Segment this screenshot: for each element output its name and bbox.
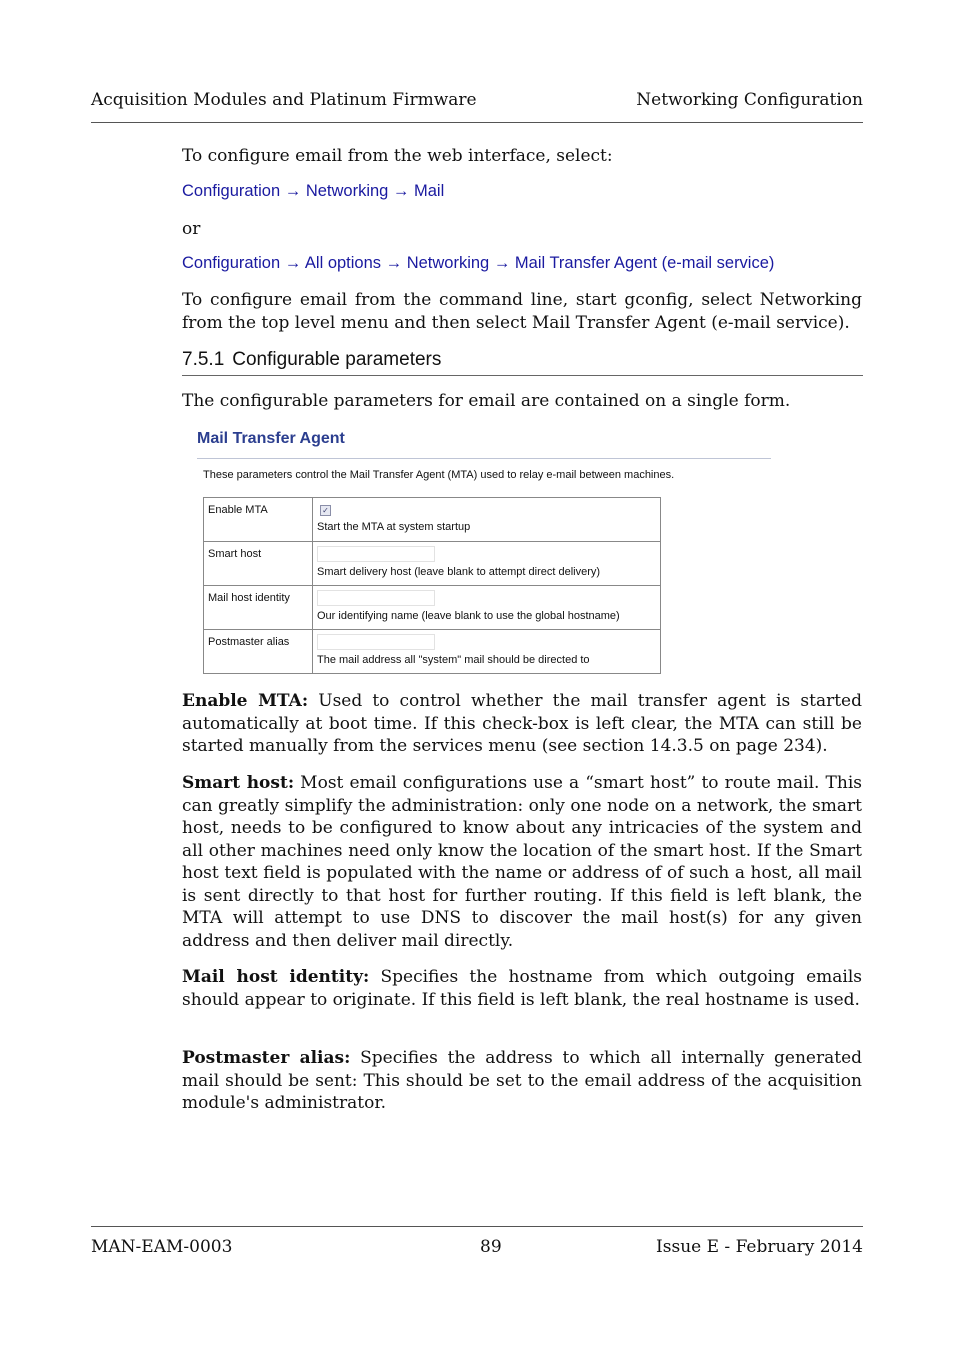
form-title: Mail Transfer Agent <box>197 430 345 447</box>
form-hint: Smart delivery host (leave blank to attempt direct delivery) <box>317 566 601 578</box>
intro-paragraph: To configure email from the web interface, select: <box>182 146 613 166</box>
menu-path-short: Configuration → Networking → Mail <box>182 182 445 200</box>
section-intro: The configurable parameters for email are contained on a single form. <box>182 391 791 411</box>
page-header <box>91 90 863 112</box>
cmdline-paragraph: To configure email from the command line, start gconfig, select Networking from the top level menu and then select Mail Transfer Agent (e-mail service). <box>182 290 862 333</box>
desc-term: Enable MTA: <box>182 691 309 711</box>
mail-host-identity-input[interactable] <box>317 590 435 606</box>
section-title: Configurable parameters <box>232 349 442 370</box>
header-chapter: Networking Configuration <box>636 90 863 110</box>
document-id: MAN-EAM-0003 <box>91 1237 233 1257</box>
desc-term: Mail host identity: <box>182 967 370 987</box>
desc-mail-host-identity <box>182 966 862 1011</box>
form-row-enable-mta <box>204 498 661 542</box>
form-hint: Start the MTA at system startup <box>317 521 471 533</box>
desc-text: Specifies the hostname from which outgoing emails should appear to originate. If this field is left blank, the real hostname is used. <box>182 967 863 1010</box>
form-label: Postmaster alias <box>204 630 313 674</box>
smart-host-input[interactable] <box>317 546 435 562</box>
form-label: Mail host identity <box>204 586 313 630</box>
mta-form-table <box>203 497 661 674</box>
section-heading <box>182 349 863 376</box>
form-description: These parameters control the Mail Transfer Agent (MTA) used to relay e-mail between machines. <box>203 469 675 481</box>
form-label: Smart host <box>204 542 313 586</box>
form-divider <box>197 458 771 459</box>
desc-text: Used to control whether the mail transfer agent is started automatically at boot time. If this check-box is left clear, the MTA can still be started manually from the services menu (see section 14.3.5 on page 234). <box>182 691 862 756</box>
desc-text: Specifies the address to which all internally generated mail should be sent: This should be set to the email address of the acquisition module's administrator. <box>182 1048 863 1113</box>
issue-date: Issue E - February 2014 <box>656 1237 863 1257</box>
desc-enable-mta <box>182 690 862 758</box>
menu-path-long: Configuration → All options → Networking → Mail Transfer Agent (e-mail service) <box>182 254 775 272</box>
form-row-postmaster-alias <box>204 630 661 674</box>
desc-text: Most email configurations use a “smart host” to route mail. This can greatly simplify the administration: only one node on a network, the smart host, needs to be configured to know about any intricacies of the system and all other machines need only know the location of the smart host. If the Smart host text field is populated with the name or address of of such a host, all mail is sent directly to that host for further routing. If this field is left blank, the MTA will attempt to use DNS to discover the mail host(s) for any given address and then deliver mail directly. <box>182 773 862 951</box>
page-number: 89 <box>480 1237 502 1257</box>
form-label: Enable MTA <box>204 498 313 542</box>
header-rule <box>91 122 863 123</box>
form-hint: The mail address all "system" mail should be directed to <box>317 654 590 666</box>
form-row-mail-host-identity <box>204 586 661 630</box>
or-text: or <box>182 219 201 239</box>
section-number: 7.5.1 <box>182 349 225 370</box>
postmaster-alias-input[interactable] <box>317 634 435 650</box>
form-row-smart-host <box>204 542 661 586</box>
form-hint: Our identifying name (leave blank to use the global hostname) <box>317 610 620 622</box>
desc-smart-host <box>182 772 862 952</box>
enable-mta-checkbox[interactable]: ✓ <box>320 505 331 516</box>
desc-postmaster-alias <box>182 1047 862 1115</box>
desc-term: Postmaster alias: <box>182 1048 351 1068</box>
header-title: Acquisition Modules and Platinum Firmware <box>91 90 477 110</box>
page-footer <box>91 1237 863 1259</box>
footer-rule <box>91 1226 863 1227</box>
desc-term: Smart host: <box>182 773 295 793</box>
